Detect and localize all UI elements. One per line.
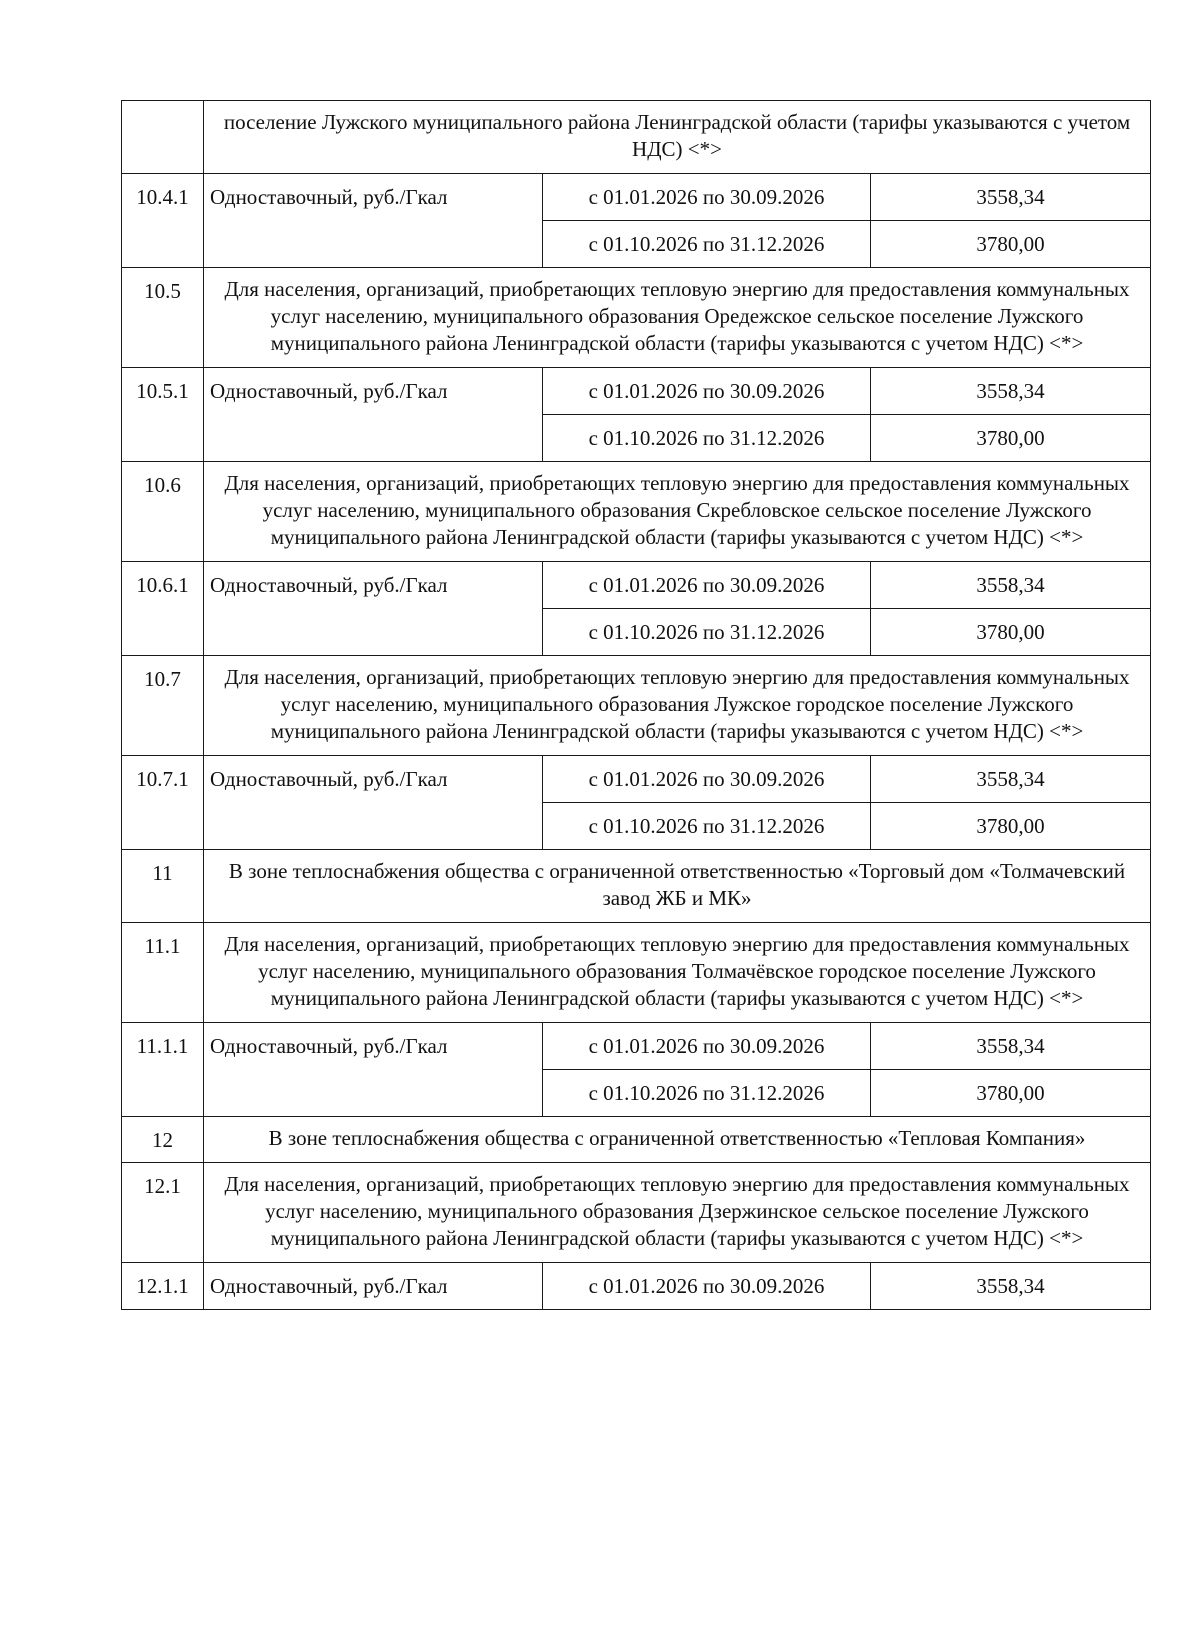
tariff-value: 3558,34 [871, 562, 1151, 609]
row-description: Для населения, организаций, приобретающих тепловую энергию для предоставления коммунальных услуг населению, муниципального образования Толмачёвское городское поселение Лужского муниципального района Ленинградской области (тарифы указываются с учетом НДС) <*> [204, 923, 1151, 1023]
table-row-section [122, 656, 1151, 756]
tariff-period: с 01.10.2026 по 31.12.2026 [543, 609, 871, 656]
tariff-period: с 01.01.2026 по 30.09.2026 [543, 756, 871, 803]
table-row-tariff [122, 368, 1151, 415]
tariff-value: 3780,00 [871, 609, 1151, 656]
row-number: 11.1.1 [122, 1023, 204, 1117]
table-row-tariff [122, 756, 1151, 803]
table-row-continuation [122, 101, 1151, 174]
table-row-section [122, 462, 1151, 562]
row-number [122, 101, 204, 174]
tariff-value: 3558,34 [871, 174, 1151, 221]
table-row-section [122, 850, 1151, 923]
table-row-section [122, 923, 1151, 1023]
row-number: 10.5 [122, 268, 204, 368]
tariff-period: с 01.01.2026 по 30.09.2026 [543, 562, 871, 609]
table-row-tariff [122, 562, 1151, 609]
tariff-value: 3780,00 [871, 221, 1151, 268]
table-row-section [122, 1117, 1151, 1163]
row-description: Для населения, организаций, приобретающих тепловую энергию для предоставления коммунальных услуг населению, муниципального образования Дзержинское сельское поселение Лужского муниципального района Ленинградской области (тарифы указываются с учетом НДС) <*> [204, 1163, 1151, 1263]
row-number: 10.7 [122, 656, 204, 756]
tariff-period: с 01.01.2026 по 30.09.2026 [543, 1263, 871, 1310]
row-number: 11 [122, 850, 204, 923]
table-row-tariff [122, 1023, 1151, 1070]
row-number: 10.6.1 [122, 562, 204, 656]
tariff-value: 3558,34 [871, 1263, 1151, 1310]
tariff-period: с 01.10.2026 по 31.12.2026 [543, 415, 871, 462]
tariff-value: 3780,00 [871, 415, 1151, 462]
tariff-value: 3780,00 [871, 1070, 1151, 1117]
table-row-tariff [122, 1263, 1151, 1310]
table-row-section [122, 1163, 1151, 1263]
table-row-tariff [122, 174, 1151, 221]
tariff-value: 3558,34 [871, 756, 1151, 803]
row-number: 12 [122, 1117, 204, 1163]
row-number: 12.1 [122, 1163, 204, 1263]
row-description: поселение Лужского муниципального района Ленинградской области (тарифы указываются с учетом НДС) <*> [204, 101, 1151, 174]
tariff-type: Одноставочный, руб./Гкал [204, 174, 543, 268]
tariff-type: Одноставочный, руб./Гкал [204, 1263, 543, 1310]
row-number: 10.4.1 [122, 174, 204, 268]
row-description: В зоне теплоснабжения общества с ограниченной ответственностью «Тепловая Компания» [204, 1117, 1151, 1163]
row-description: Для населения, организаций, приобретающих тепловую энергию для предоставления коммунальных услуг населению, муниципального образования Скребловское сельское поселение Лужского муниципального района Ленинградской области (тарифы указываются с учетом НДС) <*> [204, 462, 1151, 562]
row-number: 10.6 [122, 462, 204, 562]
row-number: 10.5.1 [122, 368, 204, 462]
tariff-period: с 01.10.2026 по 31.12.2026 [543, 221, 871, 268]
tariff-period: с 01.10.2026 по 31.12.2026 [543, 1070, 871, 1117]
tariff-table [121, 100, 1151, 1310]
row-description: Для населения, организаций, приобретающих тепловую энергию для предоставления коммунальных услуг населению, муниципального образования Оредежское сельское поселение Лужского муниципального района Ленинградской области (тарифы указываются с учетом НДС) <*> [204, 268, 1151, 368]
tariff-value: 3558,34 [871, 1023, 1151, 1070]
tariff-period: с 01.10.2026 по 31.12.2026 [543, 803, 871, 850]
tariff-period: с 01.01.2026 по 30.09.2026 [543, 174, 871, 221]
row-description: Для населения, организаций, приобретающих тепловую энергию для предоставления коммунальных услуг населению, муниципального образования Лужское городское поселение Лужского муниципального района Ленинградской области (тарифы указываются с учетом НДС) <*> [204, 656, 1151, 756]
tariff-period: с 01.01.2026 по 30.09.2026 [543, 1023, 871, 1070]
tariff-period: с 01.01.2026 по 30.09.2026 [543, 368, 871, 415]
tariff-type: Одноставочный, руб./Гкал [204, 1023, 543, 1117]
tariff-table-body [122, 101, 1151, 1310]
tariff-type: Одноставочный, руб./Гкал [204, 368, 543, 462]
tariff-value: 3780,00 [871, 803, 1151, 850]
tariff-value: 3558,34 [871, 368, 1151, 415]
table-row-section [122, 268, 1151, 368]
row-number: 10.7.1 [122, 756, 204, 850]
tariff-type: Одноставочный, руб./Гкал [204, 756, 543, 850]
row-number: 12.1.1 [122, 1263, 204, 1310]
row-description: В зоне теплоснабжения общества с ограниченной ответственностью «Торговый дом «Толмачевский завод ЖБ и МК» [204, 850, 1151, 923]
tariff-type: Одноставочный, руб./Гкал [204, 562, 543, 656]
row-number: 11.1 [122, 923, 204, 1023]
